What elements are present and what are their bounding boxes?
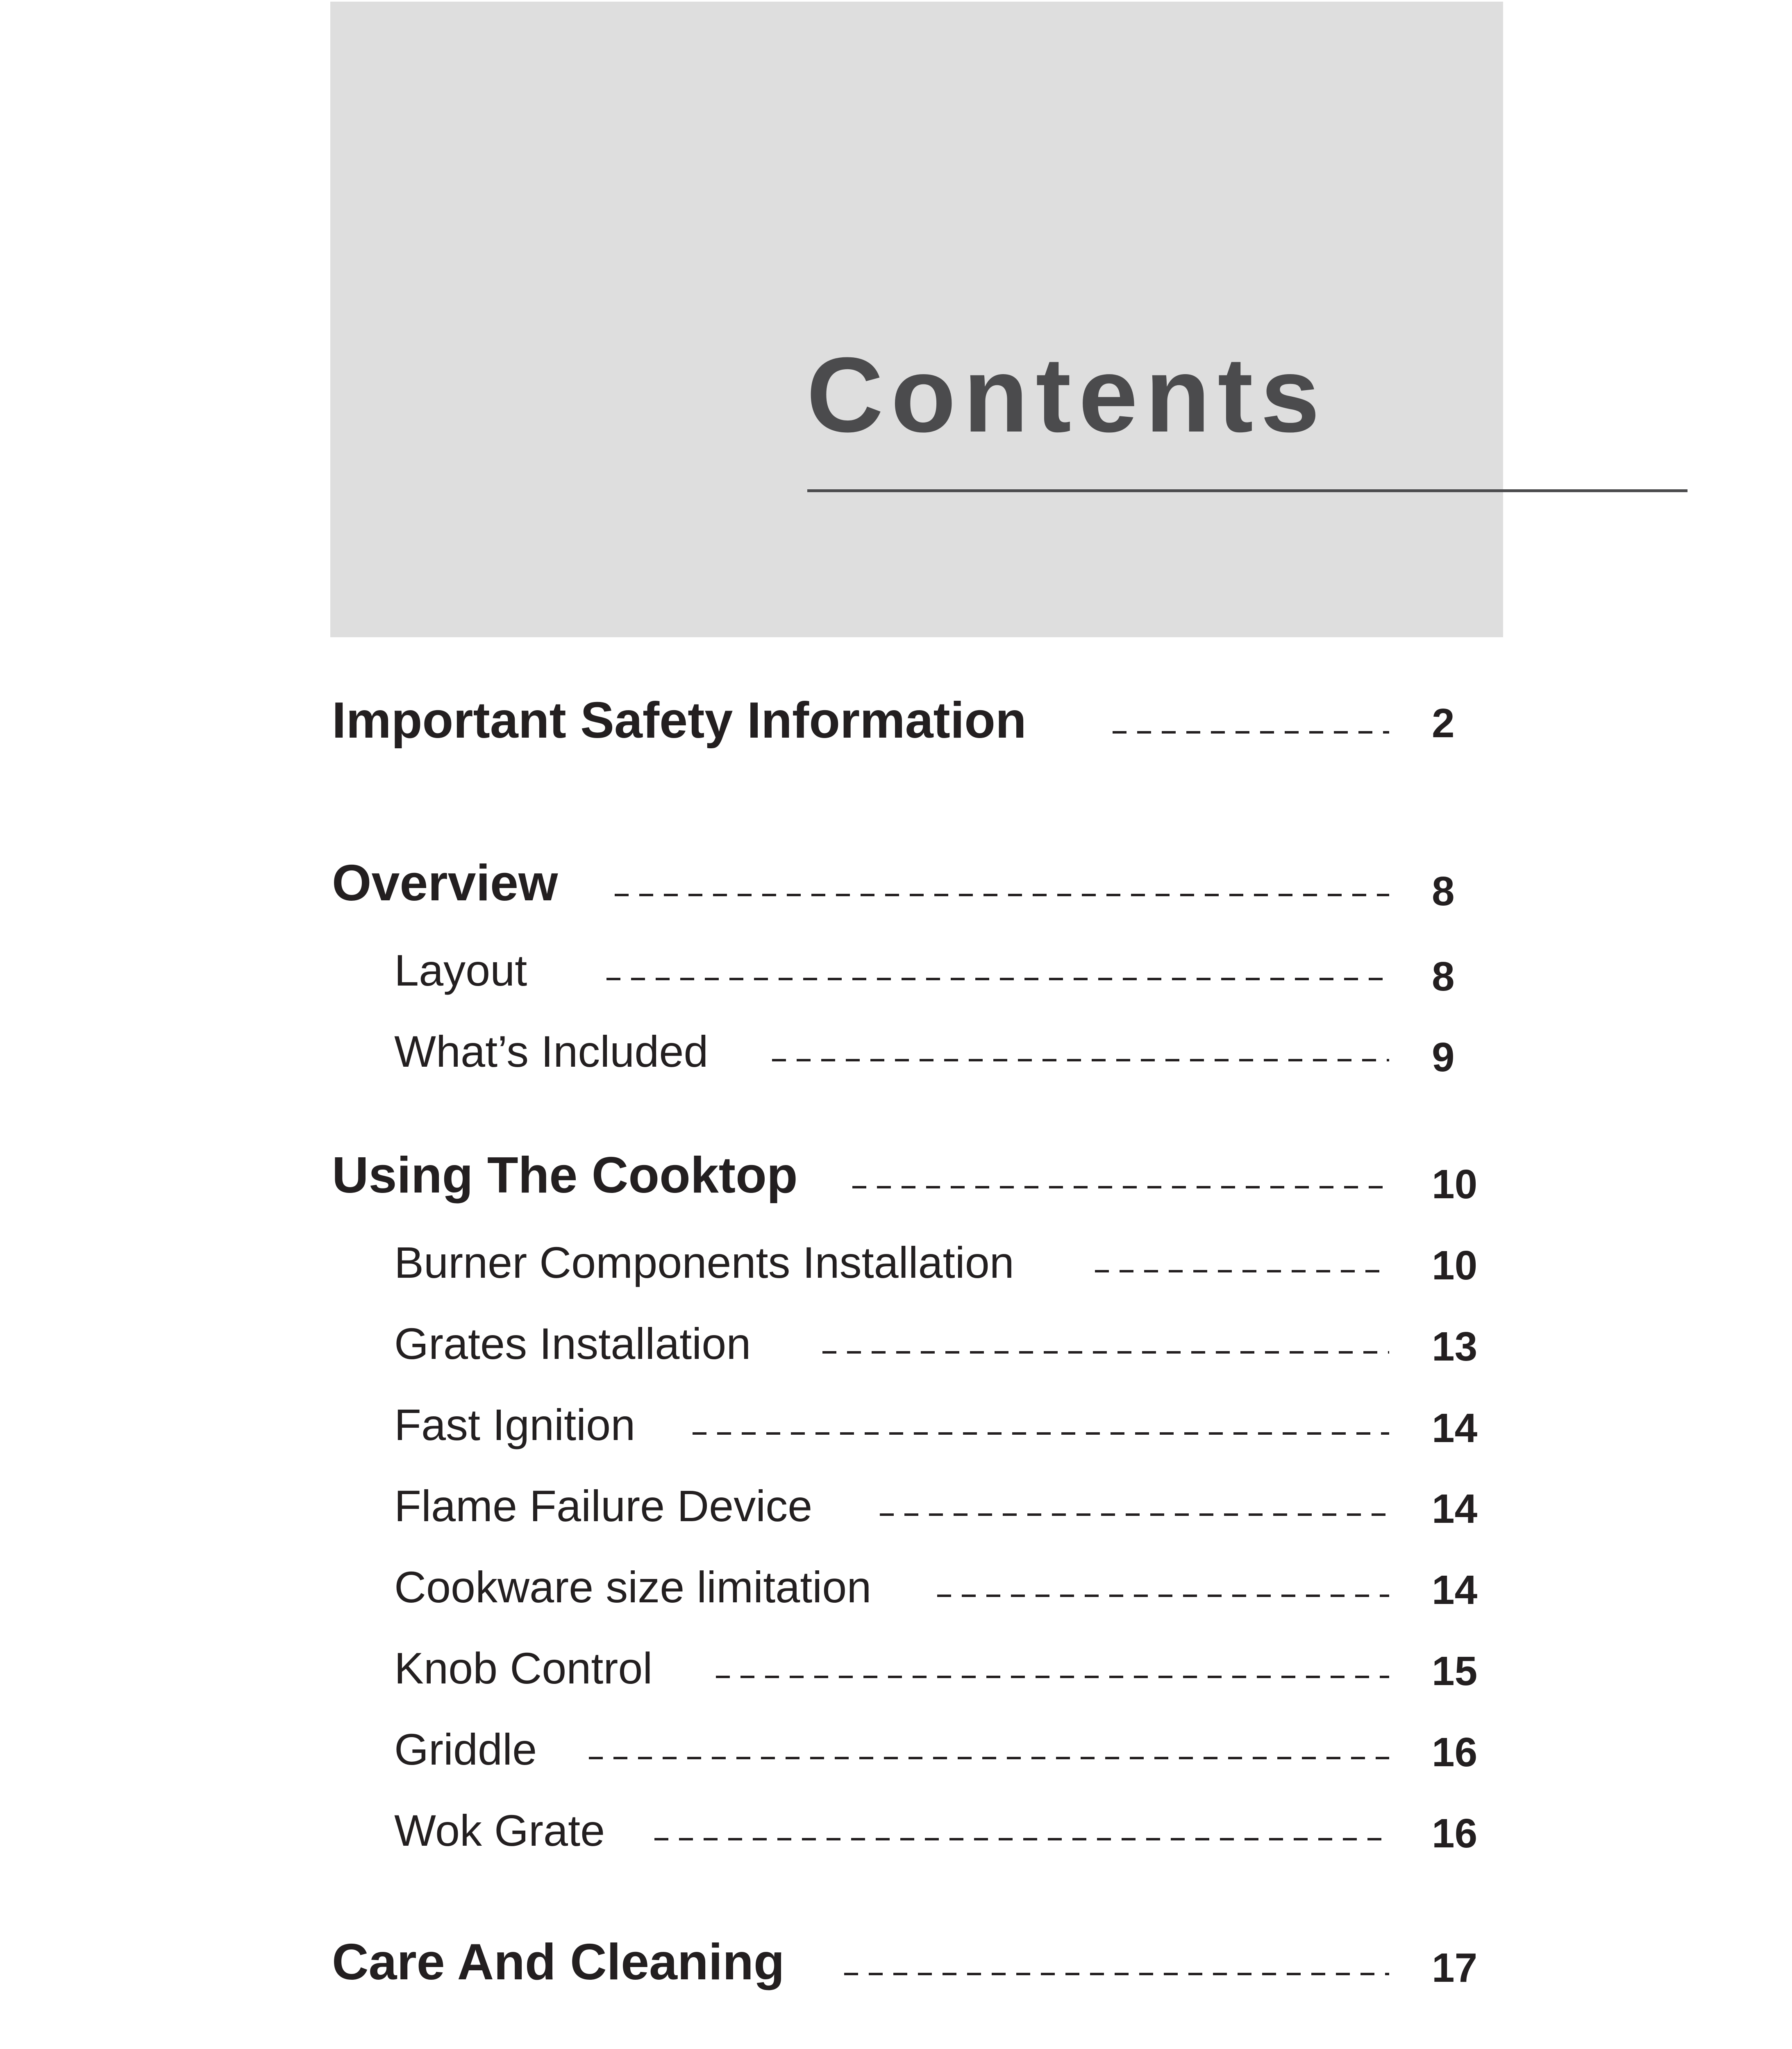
- toc-entry-burner-components-installation[interactable]: [394, 1219, 1389, 1301]
- title-underline: [807, 489, 1688, 492]
- toc-entry-label: Fast Ignition: [394, 1400, 636, 1449]
- toc-dot-leader: [606, 978, 1389, 980]
- toc-entry-wok-grate[interactable]: [394, 1787, 1389, 1869]
- toc-entry-label: What’s Included: [394, 1027, 709, 1076]
- toc-entry-layout[interactable]: [394, 927, 1389, 1009]
- toc-entry-overview[interactable]: [332, 843, 1389, 925]
- toc-dot-leader: [822, 1351, 1389, 1354]
- toc-dot-leader: [716, 1676, 1389, 1678]
- toc-dot-leader: [615, 894, 1389, 896]
- toc-entry-page: 2: [1432, 700, 1455, 746]
- toc-entry-label: Using The Cooktop: [332, 1147, 798, 1204]
- page-title: Contents: [806, 336, 1327, 454]
- toc-entry-label: Flame Failure Device: [394, 1481, 813, 1531]
- toc-dot-leader: [772, 1059, 1389, 1061]
- toc-entry-grates-installation[interactable]: [394, 1300, 1389, 1382]
- toc-entry-label: Overview: [332, 855, 558, 911]
- toc-entry-care-and-cleaning[interactable]: [332, 1922, 1389, 2004]
- toc-entry-page: 10: [1432, 1243, 1478, 1288]
- toc-dot-leader: [937, 1595, 1389, 1597]
- toc-entry-label: Grates Installation: [394, 1319, 751, 1368]
- toc-entry-page: 14: [1432, 1486, 1478, 1532]
- toc-entry-page: 15: [1432, 1648, 1478, 1694]
- toc-entry-page: 17: [1432, 1945, 1478, 1991]
- toc-entry-page: 8: [1432, 954, 1455, 1000]
- toc-dot-leader: [654, 1838, 1389, 1840]
- toc-dot-leader: [589, 1757, 1389, 1759]
- toc-entry-page: 14: [1432, 1405, 1478, 1451]
- toc-entry-label: Important Safety Information: [332, 692, 1027, 749]
- toc-entry-page: 10: [1432, 1161, 1478, 1207]
- toc-entry-whats-included[interactable]: [394, 1008, 1389, 1090]
- toc-dot-leader: [844, 1973, 1389, 1975]
- toc-dot-leader: [880, 1513, 1389, 1516]
- toc-dot-leader: [693, 1432, 1389, 1435]
- toc-dot-leader: [1095, 1270, 1389, 1272]
- toc-entry-page: 16: [1432, 1729, 1478, 1775]
- toc-dot-leader: [852, 1186, 1389, 1188]
- toc-entry-knob-control[interactable]: [394, 1625, 1389, 1707]
- toc-entry-label: Burner Components Installation: [394, 1238, 1014, 1287]
- toc-entry-fast-ignition[interactable]: [394, 1381, 1389, 1463]
- toc-entry-page: 13: [1432, 1324, 1478, 1370]
- toc-entry-page: 16: [1432, 1810, 1478, 1856]
- toc-entry-page: 14: [1432, 1567, 1478, 1613]
- toc-entry-important-safety-information[interactable]: [332, 680, 1389, 762]
- toc-entry-page: 8: [1432, 868, 1455, 914]
- toc-entry-label: Griddle: [394, 1724, 537, 1774]
- toc-entry-page: 9: [1432, 1034, 1455, 1080]
- toc-entry-label: Care And Cleaning: [332, 1934, 785, 1990]
- toc-entry-label: Cookware size limitation: [394, 1562, 872, 1612]
- toc-entry-flame-failure-device[interactable]: [394, 1463, 1389, 1545]
- toc-dot-leader: [1113, 731, 1389, 734]
- toc-entry-label: Layout: [394, 945, 527, 995]
- toc-entry-griddle[interactable]: [394, 1706, 1389, 1788]
- toc-entry-label: Wok Grate: [394, 1806, 605, 1855]
- toc-entry-label: Knob Control: [394, 1643, 653, 1693]
- contents-header-panel: [330, 2, 1503, 637]
- toc-entry-using-the-cooktop[interactable]: [332, 1135, 1389, 1217]
- toc-entry-cookware-size-limitation[interactable]: [394, 1544, 1389, 1626]
